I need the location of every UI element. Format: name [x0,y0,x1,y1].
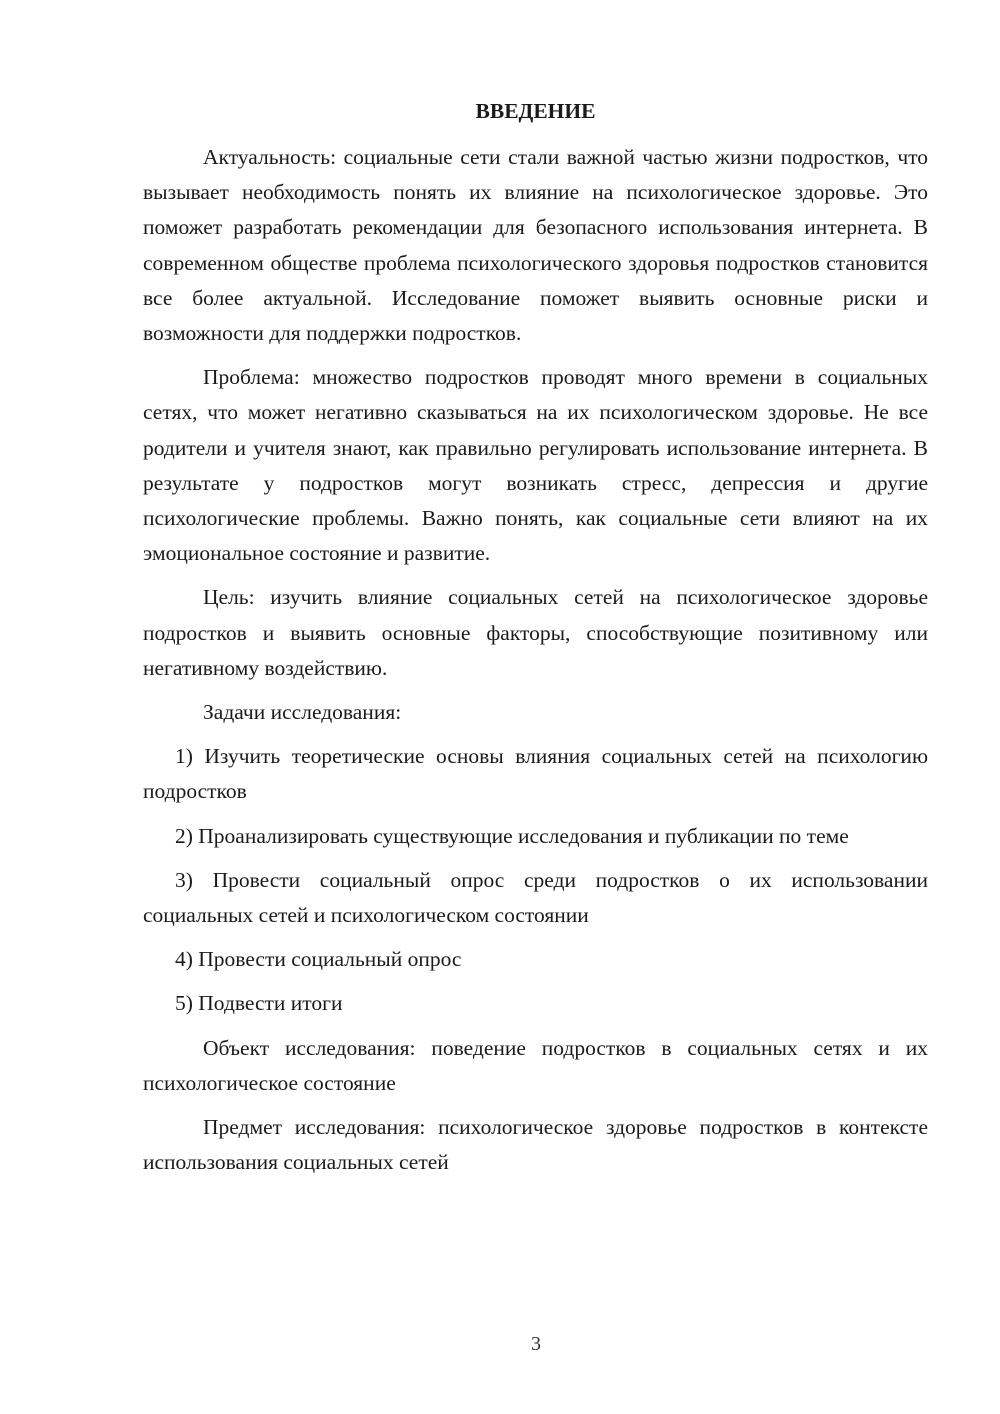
page-number: 3 [531,1333,541,1355]
paragraph-object: Объект исследования: поведение подростков в социальных сетях и их психологическое состояние [143,1035,928,1095]
task-item-4: 4) Провести социальный опрос [175,947,462,972]
document-page [143,95,928,1189]
paragraph-goal: Цель: изучить влияние социальных сетей на психологическое здоровье подростков и выявить основные факторы, способствующие позитивному или негативному воздействию. [143,585,928,680]
task-item-3: 3) Провести социальный опрос среди подростков о их использовании социальных сетей и психологическом состоянии [143,867,928,928]
paragraph-relevance: Актуальность: социальные сети стали важной частью жизни подростков, что вызывает необходимость понять их влияние на психологическое здоровье. Это поможет разработать рекомендации для безопасного использования интернета. В современном обществе проблема психологического здоровья подростков становится все более актуальной. Исследование поможет выявить основные риски и возможности для поддержки подростков. [143,145,928,346]
task-item-1: 1) Изучить теоретические основы влияния социальных сетей на психологию подростков [143,744,928,804]
task-item-2: 2) Проанализировать существующие исследования и публикации по теме [175,823,849,848]
paragraph-subject: Предмет исследования: психологическое здоровье подростков в контексте использования социальных сетей [143,1115,928,1175]
paragraph-problem: Проблема: множество подростков проводят много времени в социальных сетях, что может негативно сказываться на их психологическом здоровье. Не все родители и учителя знают, как правильно регулировать использование интернета. В результате у подростков могут возникать стресс, депрессия и другие психологические проблемы. Важно понять, как социальные сети влияют на их эмоциональное состояние и развитие. [143,365,928,566]
document-heading: ВВЕДЕНИЕ [475,99,596,123]
task-item-5: 5) Подвести итоги [175,991,343,1016]
tasks-title: Задачи исследования: [203,700,402,725]
